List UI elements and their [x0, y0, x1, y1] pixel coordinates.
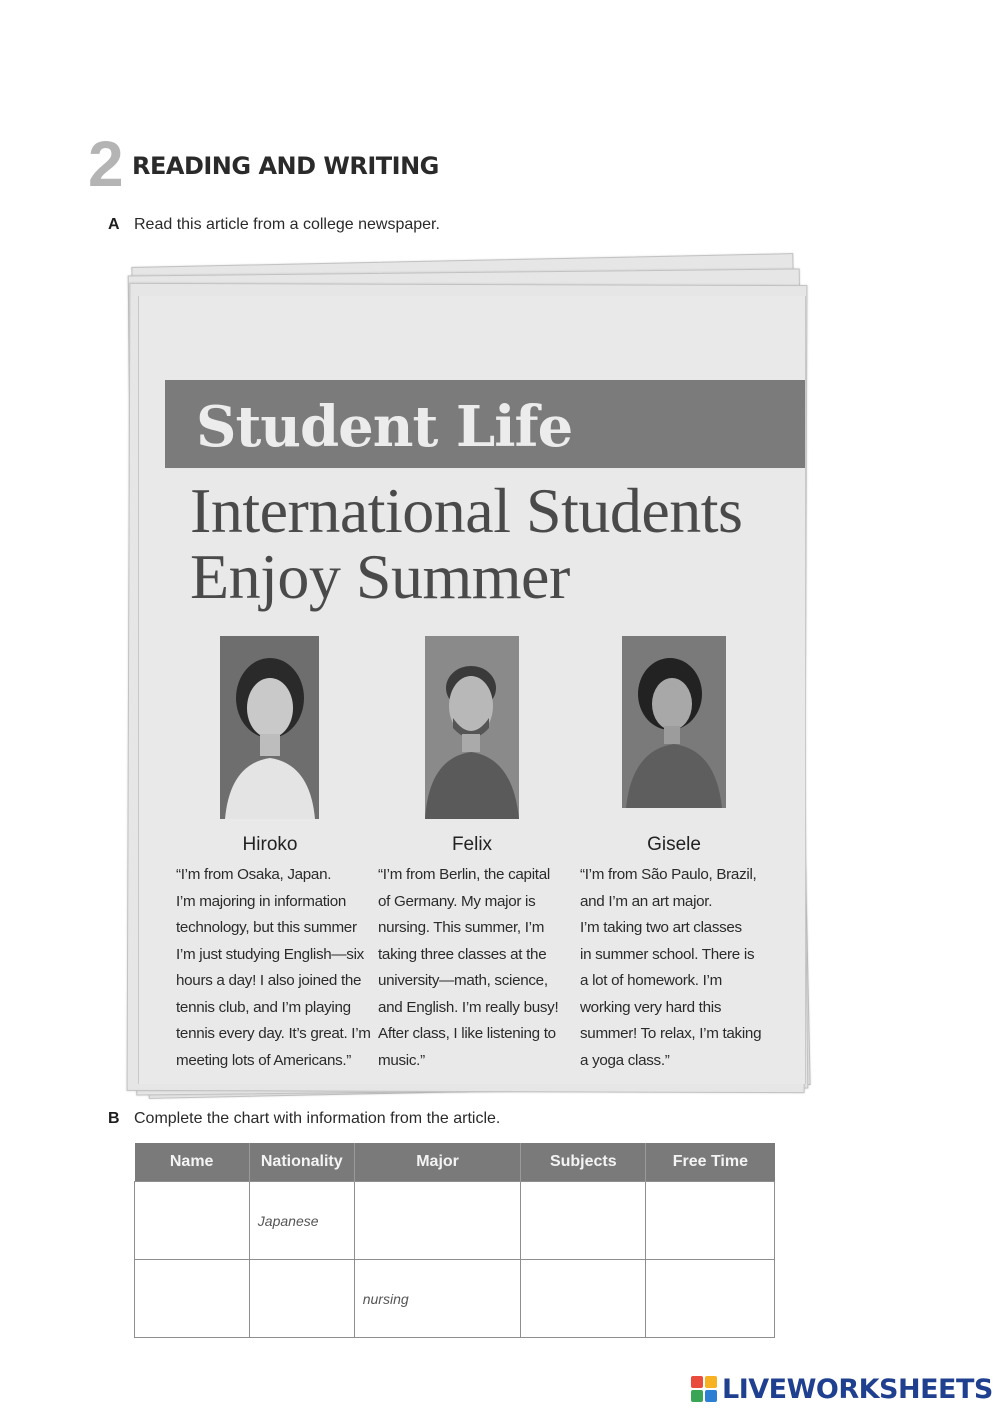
part-b-letter: B [108, 1110, 120, 1127]
quote-line: and I’m an art major. [580, 892, 713, 910]
quote-line: a yoga class.” [580, 1051, 670, 1069]
header-subjects: Subjects [521, 1143, 646, 1182]
quote-line: summer! To relax, I’m taking [580, 1025, 762, 1042]
cell-free-time-input[interactable] [646, 1182, 775, 1260]
quote-felix [378, 862, 558, 1074]
cell-free-time-input[interactable] [646, 1260, 775, 1338]
student-name-felix: Felix [451, 834, 493, 855]
quote-line: “I’m from Osaka, Japan. [176, 866, 332, 883]
brand-wordmark: LIVEWORKSHEETS [722, 1373, 993, 1405]
quote-line: and English. I’m really busy! [378, 998, 559, 1016]
quote-line: I’m taking two art classes [580, 919, 742, 936]
cell-nationality-input[interactable] [249, 1260, 354, 1338]
quote-line: a lot of homework. I’m [580, 972, 722, 989]
quote-line: music.” [378, 1051, 425, 1069]
student-name-gisele: Gisele [647, 834, 701, 855]
hiroko-photo [220, 636, 319, 819]
part-b-instruction: Complete the chart with information from the article. [134, 1110, 501, 1127]
liveworksheets-logo [690, 1372, 993, 1406]
article-headline [190, 475, 743, 612]
section-number: 2 [88, 128, 122, 200]
cell-name-input[interactable] [135, 1182, 250, 1260]
quote-line: in summer school. There is [580, 945, 755, 963]
quote-line: meeting lots of Americans.” [176, 1051, 352, 1069]
quote-line: I’m just studying English—six [176, 945, 364, 963]
gisele-photo [622, 636, 726, 808]
quote-line: After class, I like listening to [378, 1025, 556, 1042]
part-a-letter: A [108, 216, 120, 233]
cell-major[interactable]: nursing [354, 1260, 521, 1338]
part-a-instruction: Read this article from a college newspaper. [134, 216, 440, 233]
student-name-hiroko: Hiroko [242, 834, 298, 855]
header-major: Major [354, 1143, 521, 1182]
cell-name-input[interactable] [135, 1260, 250, 1338]
table-row [135, 1260, 775, 1338]
quote-gisele [580, 862, 761, 1074]
cell-subjects-input[interactable] [521, 1182, 646, 1260]
quote-hiroko [176, 862, 371, 1074]
quote-line: “I’m from Berlin, the capital [378, 866, 550, 883]
headline-line-1: International Students [190, 475, 743, 546]
quote-line: nursing. This summer, I’m [378, 919, 545, 936]
quote-line: hours a day! I also joined the [176, 972, 362, 989]
quote-line: of Germany. My major is [378, 892, 536, 910]
quote-line: tennis club, and I’m playing [176, 998, 351, 1016]
header-name: Name [135, 1143, 250, 1182]
header-free-time: Free Time [646, 1143, 775, 1182]
felix-photo [425, 636, 519, 819]
quote-line: university—math, science, [378, 972, 548, 989]
info-chart [134, 1143, 775, 1338]
chart-header-row [135, 1143, 775, 1182]
cell-major-input[interactable] [354, 1182, 521, 1260]
quote-line: working very hard this [580, 998, 722, 1016]
quote-line: “I’m from São Paulo, Brazil, [580, 866, 757, 883]
cell-nationality[interactable]: Japanese [249, 1182, 354, 1260]
table-row [135, 1182, 775, 1260]
headline-line-2: Enjoy Summer [190, 541, 570, 612]
quote-line: I’m majoring in information [176, 892, 346, 910]
header-nationality: Nationality [249, 1143, 354, 1182]
section-title: READING AND WRITING [132, 152, 439, 180]
banner-title: Student Life [196, 394, 573, 460]
quote-line: tennis every day. It’s great. I’m [176, 1025, 371, 1042]
liveworksheets-tiles-icon [690, 1375, 718, 1403]
quote-line: technology, but this summer [176, 919, 357, 936]
quote-line: taking three classes at the [378, 945, 547, 963]
cell-subjects-input[interactable] [521, 1260, 646, 1338]
